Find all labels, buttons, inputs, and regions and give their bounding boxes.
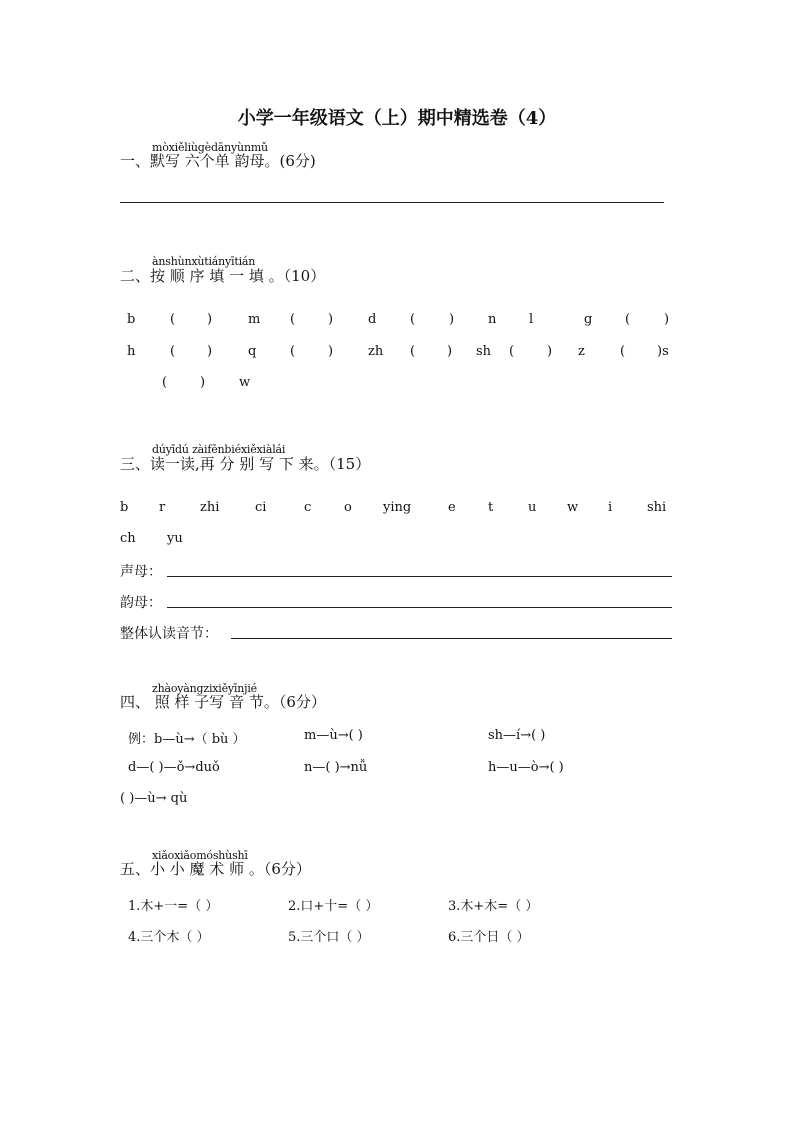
q2-row2-sh: sh	[476, 344, 492, 359]
q2-row3-w: w	[239, 375, 251, 390]
q2-row2-paren-close: )	[447, 344, 453, 359]
q2-row2-paren-close: )	[207, 344, 213, 359]
q2-row1-g: g	[584, 312, 593, 327]
q2-row2-z: z	[578, 344, 585, 359]
yunmu-answer-line[interactable]	[167, 607, 672, 608]
q2-row1-d: d	[368, 312, 377, 327]
q3-item-shi: shi	[647, 500, 667, 515]
q1-pinyin: mòxiěliùgèdānyùnmǔ	[152, 141, 268, 154]
q4-item-h: h—u—ò→( )	[488, 760, 564, 775]
q2-row1-paren-close: )	[664, 312, 670, 327]
q4-item-n: n—( )→nǚ	[304, 760, 368, 775]
yunmu-label: 韵母：	[120, 595, 162, 611]
q3-item-c: c	[304, 500, 312, 515]
q1-answer-line[interactable]	[120, 202, 664, 203]
q2-row1-paren-open: (	[170, 312, 176, 327]
q3-item-yu: yu	[167, 531, 183, 546]
q2-row1-m: m	[248, 312, 261, 327]
q3-item-r: r	[159, 500, 166, 515]
q4-example: 例：b—ù→（ bù ）	[128, 732, 246, 747]
q2-row1-l: l	[529, 312, 534, 327]
q2-row2-q: q	[248, 344, 257, 359]
q3-item-o: o	[344, 500, 352, 515]
q5-item-2: 2.口+十=（ ）	[288, 899, 379, 914]
q2-row2-paren-close: )	[547, 344, 553, 359]
q5-heading: 五、小 小 魔 术 师 。（6分）	[120, 860, 311, 878]
q2-row2-paren-open: (	[170, 344, 176, 359]
q4-pinyin: zhàoyàngzixiěyīnjié	[152, 682, 257, 695]
q4-item-qu: ( )—ù→ qù	[120, 791, 188, 806]
q2-row1-paren-open: (	[290, 312, 296, 327]
q2-row1-n: n	[488, 312, 497, 327]
q3-item-u: u	[528, 500, 537, 515]
q2-row1-b: b	[127, 312, 136, 327]
q4-heading: 四、 照 样 子写 音 节。（6分）	[120, 693, 326, 711]
q4-item-m: m—ù→( )	[304, 728, 363, 743]
q3-item-i: i	[608, 500, 613, 515]
q5-item-4: 4.三个木（ ）	[128, 930, 210, 945]
q2-heading: 二、按 顺 序 填 一 填 。（10）	[120, 267, 326, 285]
q2-row2-paren-open: (	[509, 344, 515, 359]
q5-item-6: 6.三个日（ ）	[448, 930, 530, 945]
q2-pinyin: ànshùnxùtiányītián	[152, 255, 256, 268]
q3-item-ch: ch	[120, 531, 136, 546]
q5-item-3: 3.木+木=（ ）	[448, 899, 539, 914]
q3-item-b: b	[120, 500, 129, 515]
q3-item-e: e	[448, 500, 456, 515]
q3-item-ying: ying	[383, 500, 412, 515]
shengmu-label: 声母：	[120, 564, 162, 580]
q3-pinyin: dúyīdú zàifēnbiéxiěxiàlái	[152, 443, 286, 456]
q2-row3-paren-open: (	[162, 375, 168, 390]
q5-item-1: 1.木+一=（ ）	[128, 899, 219, 914]
q2-row3-paren-close: )	[200, 375, 206, 390]
q3-item-w: w	[567, 500, 579, 515]
page-title: 小学一年级语文（上）期中精选卷（4）	[237, 108, 557, 129]
q4-item-d: d—( )—ǒ→duǒ	[128, 760, 220, 775]
q3-heading: 三、读一读,再 分 别 写 下 来。（15）	[120, 455, 371, 473]
q1-heading: 一、默写 六个单 韵母。(6分)	[120, 152, 316, 170]
q3-item-zhi: zhi	[200, 500, 220, 515]
q5-item-5: 5.三个口（ ）	[288, 930, 370, 945]
q3-item-t: t	[488, 500, 494, 515]
zhengti-answer-line[interactable]	[231, 638, 672, 639]
q2-row1-paren-open: (	[625, 312, 631, 327]
q2-row2-paren-open: (	[290, 344, 296, 359]
q2-row2-zh: zh	[368, 344, 384, 359]
q2-row2-paren-close: )	[328, 344, 334, 359]
q5-pinyin: xiǎoxiǎomóshùshī	[152, 849, 248, 862]
q2-row1-paren-close: )	[207, 312, 213, 327]
q2-row2-h: h	[127, 344, 136, 359]
q2-row2-paren-close-s: )s	[657, 344, 669, 359]
q3-item-ci: ci	[255, 500, 267, 515]
q2-row2-paren-open: (	[620, 344, 626, 359]
zhengti-label: 整体认读音节：	[120, 626, 218, 642]
q2-row1-paren-open: (	[410, 312, 416, 327]
q2-row2-paren-open: (	[410, 344, 416, 359]
q2-row1-paren-close: )	[449, 312, 455, 327]
q2-row1-paren-close: )	[328, 312, 334, 327]
q4-item-sh: sh—í→( )	[488, 728, 546, 743]
shengmu-answer-line[interactable]	[167, 576, 672, 577]
